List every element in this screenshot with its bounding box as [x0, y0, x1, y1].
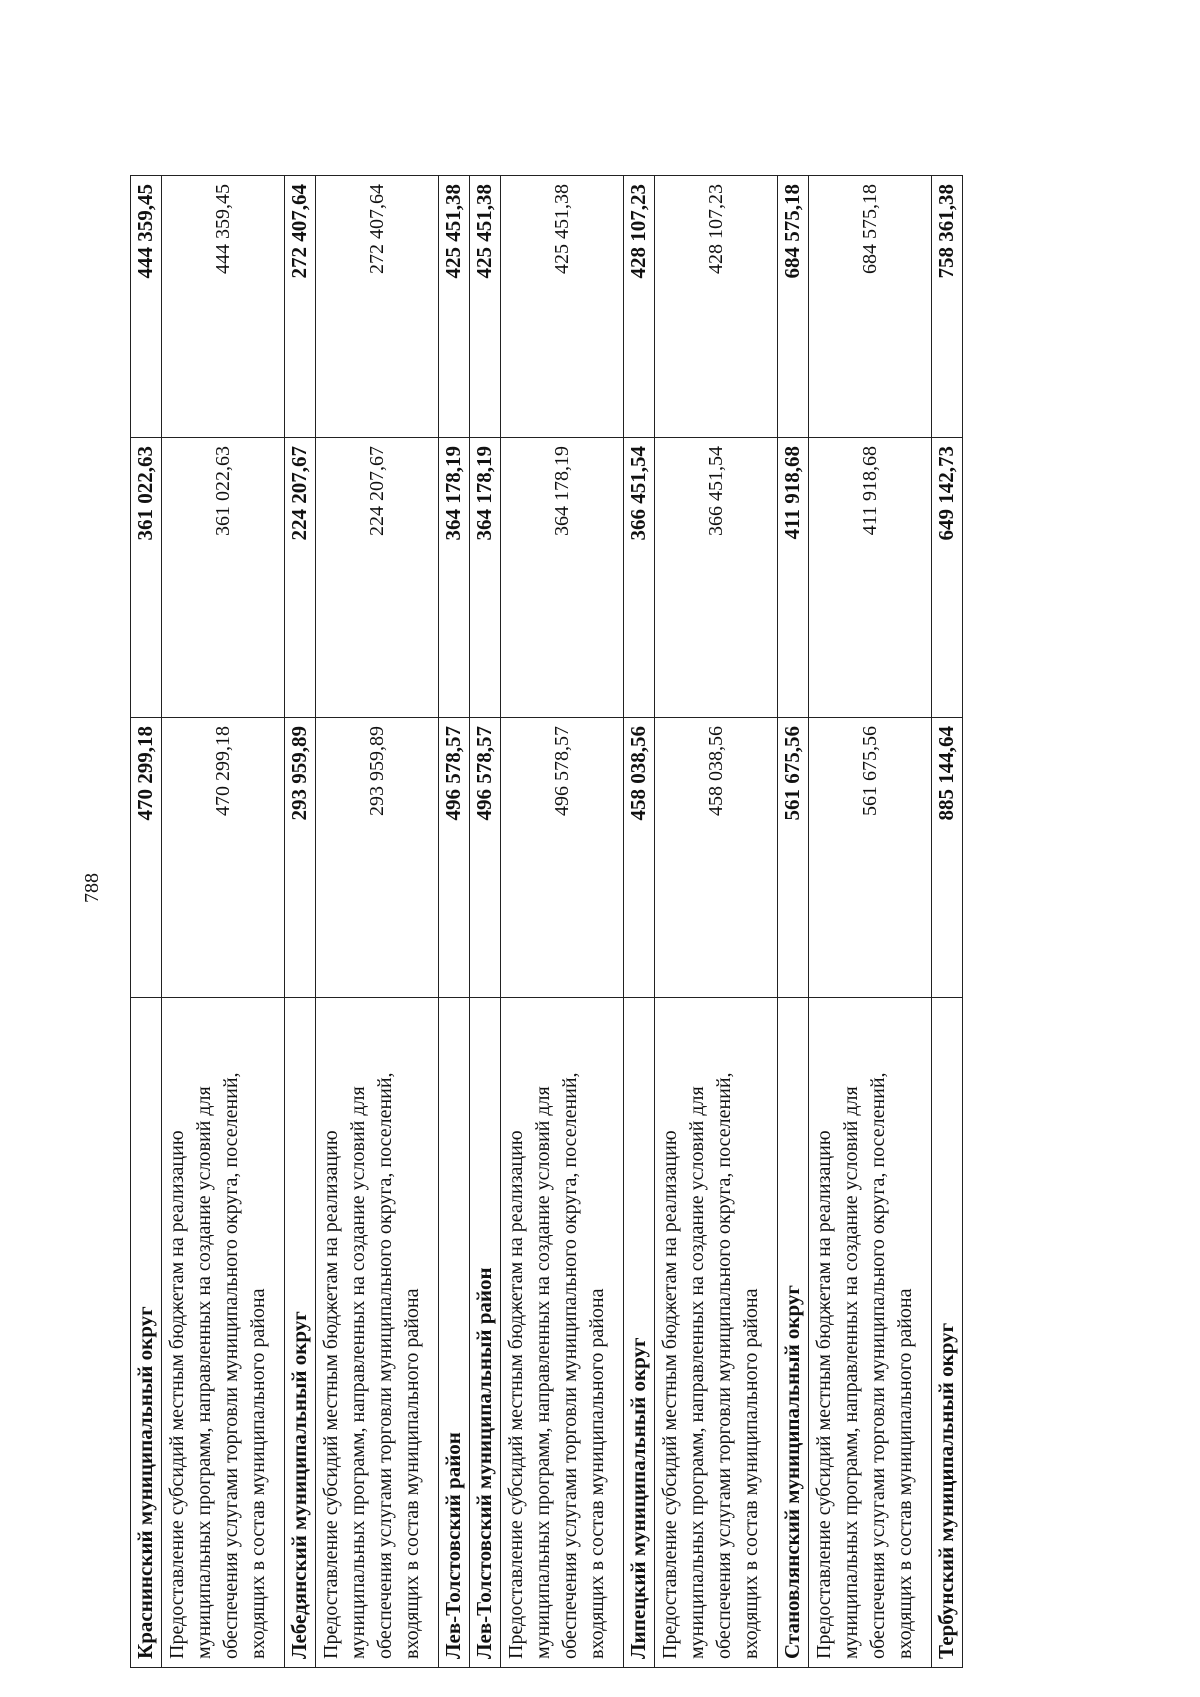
row-value-1: 470 299,18	[131, 718, 162, 998]
row-value-1: 496 578,57	[470, 718, 501, 998]
row-value-3: 758 361,38	[932, 176, 963, 438]
table-row	[809, 176, 932, 1668]
row-value-1: 561 675,56	[809, 718, 932, 998]
row-value-3: 444 359,45	[162, 176, 285, 438]
page-number: 788	[81, 873, 103, 903]
table-row	[470, 176, 501, 1668]
row-value-1: 293 959,89	[316, 718, 439, 998]
row-value-1: 561 675,56	[778, 718, 809, 998]
row-name: Лебедянский муниципальный округ	[285, 998, 316, 1668]
table-row	[162, 176, 285, 1668]
row-value-1: 458 038,56	[624, 718, 655, 998]
table-row	[285, 176, 316, 1668]
row-value-3: 425 451,38	[501, 176, 624, 438]
rotated-page	[130, 176, 1034, 1668]
row-name: Предоставление субсидий местным бюджетам на реализацию муниципальных программ, направленных на создание условий для обеспечения услугами торговли муниципального округа, поселений, входящих в состав муниципального района	[809, 998, 932, 1668]
row-value-2: 224 207,67	[316, 438, 439, 718]
row-value-3: 684 575,18	[809, 176, 932, 438]
row-value-3: 684 575,18	[778, 176, 809, 438]
row-value-2: 366 451,54	[655, 438, 778, 718]
table-row	[655, 176, 778, 1668]
row-value-2: 224 207,67	[285, 438, 316, 718]
row-value-1: 293 959,89	[285, 718, 316, 998]
row-name: Лев-Толстовский район	[439, 998, 470, 1668]
row-value-1: 470 299,18	[162, 718, 285, 998]
row-value-1: 496 578,57	[501, 718, 624, 998]
row-value-2: 361 022,63	[131, 438, 162, 718]
row-value-3: 444 359,45	[131, 176, 162, 438]
row-value-1: 496 578,57	[439, 718, 470, 998]
row-value-2: 649 142,73	[932, 438, 963, 718]
row-name: Становлянский муниципальный округ	[778, 998, 809, 1668]
row-value-1: 458 038,56	[655, 718, 778, 998]
table-row	[316, 176, 439, 1668]
row-value-2: 411 918,68	[809, 438, 932, 718]
row-value-2: 364 178,19	[470, 438, 501, 718]
table-row	[131, 176, 162, 1668]
row-value-3: 428 107,23	[655, 176, 778, 438]
row-name: Тербунский муниципальный округ	[932, 998, 963, 1668]
row-value-3: 425 451,38	[470, 176, 501, 438]
table-row	[624, 176, 655, 1668]
row-value-3: 425 451,38	[439, 176, 470, 438]
budget-table	[130, 175, 963, 1668]
row-value-3: 272 407,64	[316, 176, 439, 438]
row-value-3: 272 407,64	[285, 176, 316, 438]
row-value-2: 411 918,68	[778, 438, 809, 718]
table-row	[932, 176, 963, 1668]
row-value-3: 428 107,23	[624, 176, 655, 438]
row-name: Предоставление субсидий местным бюджетам на реализацию муниципальных программ, направленных на создание условий для обеспечения услугами торговли муниципального округа, поселений, входящих в состав муниципального района	[501, 998, 624, 1668]
row-value-1: 885 144,64	[932, 718, 963, 998]
row-name: Предоставление субсидий местным бюджетам на реализацию муниципальных программ, направленных на создание условий для обеспечения услугами торговли муниципального округа, поселений, входящих в состав муниципального района	[316, 998, 439, 1668]
table-row	[778, 176, 809, 1668]
row-value-2: 366 451,54	[624, 438, 655, 718]
table-row	[439, 176, 470, 1668]
row-value-2: 364 178,19	[501, 438, 624, 718]
row-name: Предоставление субсидий местным бюджетам на реализацию муниципальных программ, направленных на создание условий для обеспечения услугами торговли муниципального округа, поселений, входящих в состав муниципального района	[162, 998, 285, 1668]
row-value-2: 361 022,63	[162, 438, 285, 718]
row-name: Краснинский муниципальный округ	[131, 998, 162, 1668]
table-row	[501, 176, 624, 1668]
row-name: Предоставление субсидий местным бюджетам на реализацию муниципальных программ, направленных на создание условий для обеспечения услугами торговли муниципального округа, поселений, входящих в состав муниципального района	[655, 998, 778, 1668]
row-value-2: 364 178,19	[439, 438, 470, 718]
row-name: Липецкий муниципальный округ	[624, 998, 655, 1668]
row-name: Лев-Толстовский муниципальный район	[470, 998, 501, 1668]
